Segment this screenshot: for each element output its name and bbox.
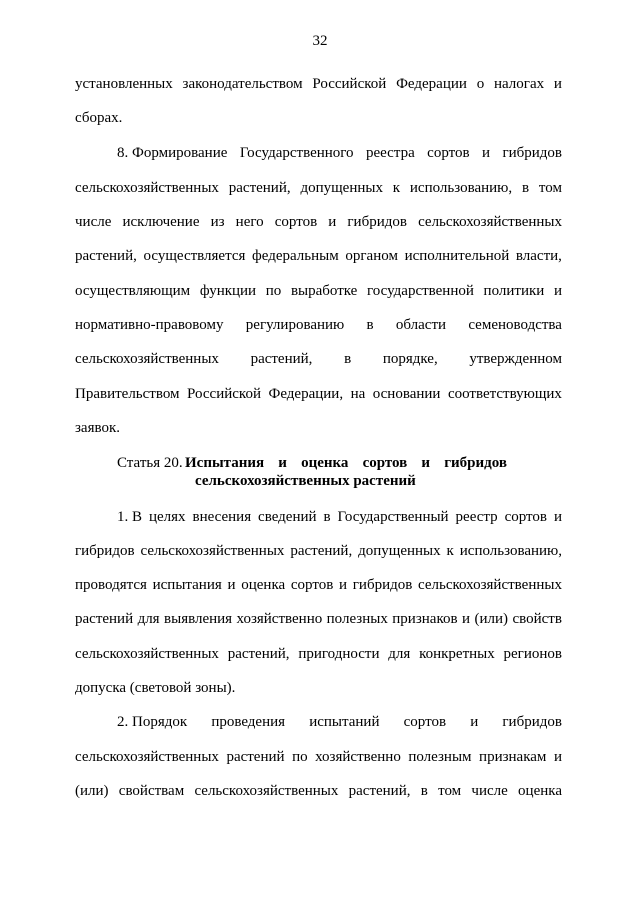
word: на [350,386,366,402]
word: 2. Порядок [117,714,188,730]
word: него [235,214,264,230]
word: области [395,317,447,333]
word: политики [483,283,545,299]
word: полезным [408,749,472,765]
word: внесения [192,509,252,525]
text-line [75,351,562,368]
text-line [117,145,562,162]
word: по [265,283,282,299]
text-line [75,180,562,197]
word: утвержденном [469,351,562,367]
word: свойствам [118,783,185,799]
word: проводятся [75,577,147,593]
word: и [553,76,562,92]
word: органом [345,248,398,264]
word: конкретных [419,646,495,662]
word: налогах [493,76,545,92]
word: в [521,180,530,196]
article-title-line [185,455,507,472]
word: Правительством [75,386,180,402]
word: в [366,317,374,333]
text-line [75,214,562,231]
word: Российской [187,386,261,402]
article-label: Статья 20. [117,455,183,471]
word: функции [199,283,257,299]
word: в [344,351,352,367]
word: сортов [427,145,470,161]
text-line [75,386,562,403]
word: (или) [474,611,508,627]
word: для [137,611,160,627]
word: признакам [479,749,547,765]
word: целях [148,509,186,525]
text-line [75,317,562,334]
word: 1. В [117,509,143,525]
word: осуществляющим [75,283,191,299]
word: гибридов [444,455,507,471]
word: оценка [241,577,286,593]
text-line [75,577,562,594]
word: сельскохозяйственных [140,543,285,559]
word: и [328,214,337,230]
word: к [392,180,401,196]
word: сельскохозяйственных [75,749,219,765]
word: использованию, [409,180,513,196]
word: выявления [164,611,233,627]
text-line [117,509,562,526]
word: Федерации [396,76,467,92]
word: установленных [75,76,173,92]
word: власти, [515,248,562,264]
word: признаков [392,611,458,627]
word: сортов [504,509,547,525]
word: растений, [228,180,291,196]
word: и [421,455,431,471]
word: и [278,455,287,471]
word: том [438,783,462,799]
word: в [323,509,331,525]
text-line [75,611,562,628]
word: растений, [348,783,411,799]
word: растений, [75,248,137,264]
word: сортов [274,214,318,230]
word: регионов [503,646,562,662]
word: нормативно-правовому [75,317,224,333]
word: сельскохозяйственных [418,214,562,230]
word: исполнительной [404,248,510,264]
word: сведений [258,509,317,525]
word: Федерации, [268,386,344,402]
word: числе [471,783,508,799]
word: гибридов [502,145,562,161]
word: допущенных [358,543,441,559]
word: осуществляется [143,248,246,264]
word: гибридов [352,577,413,593]
word: порядке, [382,351,438,367]
word: семеноводства [468,317,562,333]
word: числе [75,214,112,230]
word: для [388,646,411,662]
word: растений [226,749,285,765]
word: Испытания [185,455,265,471]
word: допущенных [300,180,383,196]
word: законодательством [182,76,303,92]
word: основании [372,386,441,402]
word: и [553,283,562,299]
text-line [75,76,562,93]
word: полезных [326,611,388,627]
word: гибридов [347,214,407,230]
word: 8. Формирование [117,145,228,161]
word: сельскохозяйственных [75,351,219,367]
word: сельскохозяйственных [418,577,562,593]
word: гибридов [502,714,562,730]
word: (или) [75,783,109,799]
text-line: заявок. [75,420,120,436]
word: регулированию [245,317,345,333]
word: оценка [518,783,562,799]
text-line [75,283,562,300]
word: и [470,714,479,730]
word: свойств [512,611,562,627]
word: выработке [290,283,358,299]
word: исключение [122,214,200,230]
word: Государственного [239,145,354,161]
word: Государственный [337,509,449,525]
article-title-line: сельскохозяйственных растений [195,473,416,489]
word: том [538,180,562,196]
word: растений [75,611,134,627]
text-line [75,543,562,560]
word: сельскохозяйственных [75,646,219,662]
word: из [210,214,225,230]
word: сортов [290,577,334,593]
word: о [476,76,485,92]
word: растений, [227,646,290,662]
word: соответствующих [447,386,562,402]
word: и [481,145,491,161]
text-line: допуска (световой зоны). [75,680,236,696]
text-line [117,714,562,731]
word: Российской [312,76,387,92]
text-line [75,783,562,800]
word: оценка [301,455,349,471]
word: сортов [362,455,408,471]
word: государственной [366,283,474,299]
text-line: сборах. [75,110,123,126]
word: реестр [455,509,498,525]
word: сельскохозяйственных [194,783,339,799]
word: в [420,783,428,799]
word: по [292,749,308,765]
word: и [553,509,562,525]
word: к [446,543,454,559]
word: испытания [152,577,222,593]
word: хозяйственно [315,749,401,765]
text-line [75,646,562,663]
word: растений, [290,543,353,559]
word: и [462,611,471,627]
word: использованию, [459,543,562,559]
word: сортов [403,714,447,730]
text-line [75,749,562,766]
word: хозяйственно [236,611,323,627]
word: пригодности [298,646,380,662]
word: федеральным [252,248,339,264]
word: гибридов [75,543,135,559]
word: и [553,749,562,765]
text-line [75,248,562,265]
word: и [339,577,348,593]
word: и [227,577,236,593]
word: реестра [365,145,415,161]
word: сельскохозяйственных [75,180,219,196]
word: проведения [211,714,286,730]
word: испытаний [309,714,380,730]
word: растений, [250,351,313,367]
page-number: 32 [312,33,328,49]
